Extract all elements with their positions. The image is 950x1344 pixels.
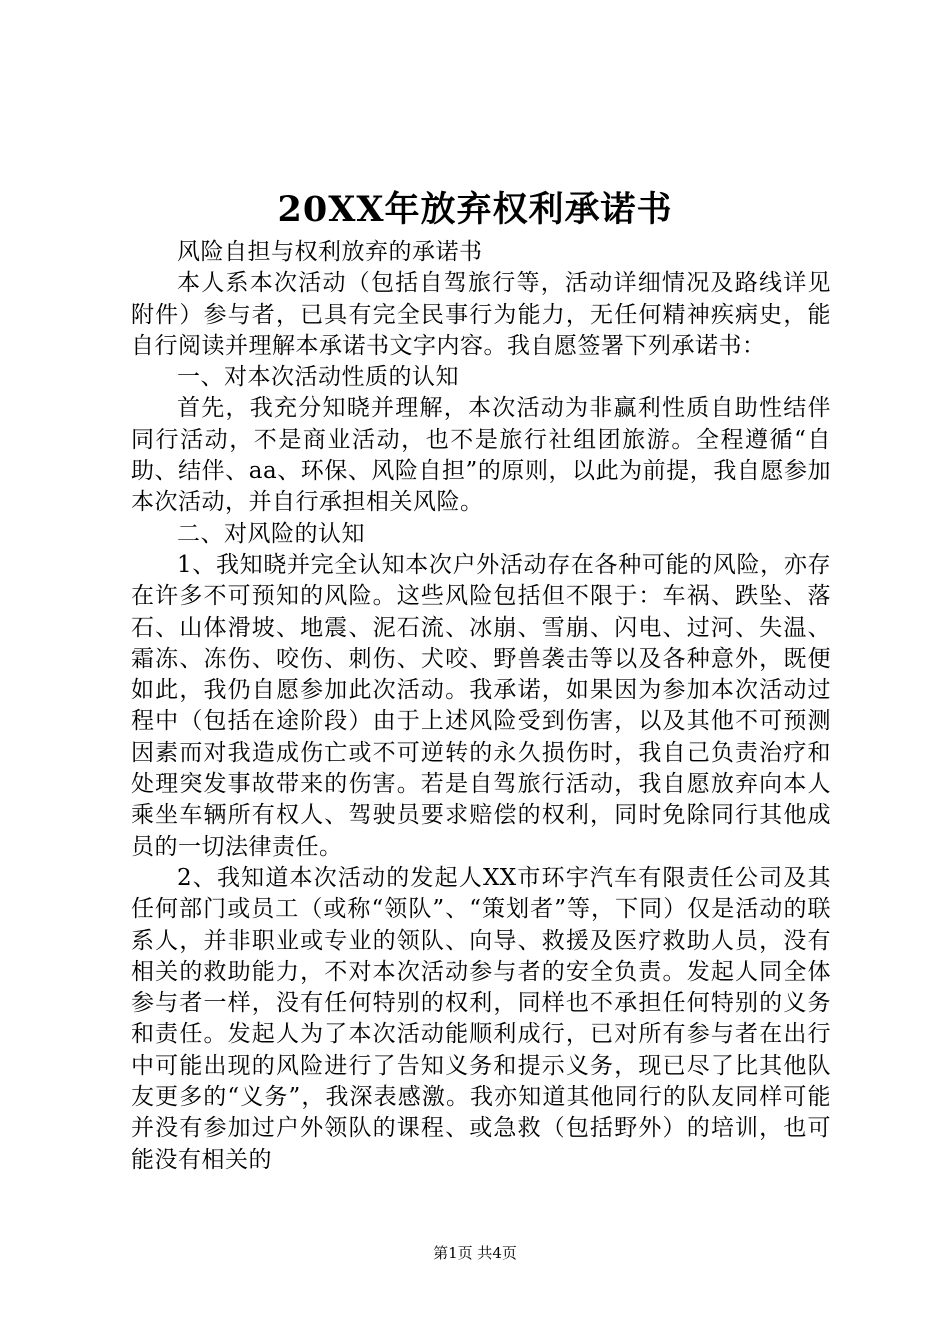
paragraph-risk-2: 2、我知道本次活动的发起人XX市环宇汽车有限责任公司及其任何部门或员工（或称“领队”、“策划者”等，下同）仅是活动的联系人，并非职业或专业的领队、向导、救援及医疗救助人员，没有相关的救助能力，不对本次活动参与者的安全负责。发起人同全体参与者一样，没有任何特别的权利，同样也不承担任何特别的义务和责任。发起人为了本次活动能顺利成行，已对所有参与者在出行中可能出现的风险进行了告知义务和提示义务，现已尽了比其他队友更多的“义务”，我深表感激。我亦知道其他同行的队友同样可能并没有参加过户外领队的课程、或急救（包括野外）的培训，也可能没有相关的 <box>131 864 831 1173</box>
page-footer: 第1页 共4页 <box>433 1244 517 1262</box>
document-title: 20XX年放弃权利承诺书 <box>277 189 673 230</box>
section-heading-nature: 一、对本次活动性质的认知 <box>177 364 459 391</box>
paragraph-nature: 首先，我充分知晓并理解，本次活动为非赢利性质自助性结伴同行活动，不是商业活动，也不是旅行社组团旅游。全程遵循“自助、结伴、aa、环保、风险自担”的原则，以此为前提，我自愿参加本次活动，并自行承担相关风险。 <box>131 395 831 516</box>
paragraph-risk-1: 1、我知晓并完全认知本次户外活动存在各种可能的风险，亦存在许多不可预知的风险。这些风险包括但不限于：车祸、跌坠、落石、山体滑坡、地震、泥石流、冰崩、雪崩、闪电、过河、失温、霜冻、冻伤、咬伤、刺伤、犬咬、野兽袭击等以及各种意外，既便如此，我仍自愿参加此次活动。我承诺，如果因为参加本次活动过程中（包括在途阶段）由于上述风险受到伤害，以及其他不可预测因素而对我造成伤亡或不可逆转的永久损伤时，我自己负责治疗和处理突发事故带来的伤害。若是自驾旅行活动，我自愿放弃向本人乘坐车辆所有权人、驾驶员要求赔偿的权利，同时免除同行其他成员的一切法律责任。 <box>131 551 831 860</box>
paragraph-intro: 本人系本次活动（包括自驾旅行等，活动详细情况及路线详见附件）参与者，已具有完全民事行为能力，无任何精神疾病史，能自行阅读并理解本承诺书文字内容。我自愿签署下列承诺书： <box>131 270 831 359</box>
document-body <box>131 237 831 1176</box>
paragraph-subtitle: 风险自担与权利放弃的承诺书 <box>177 239 483 265</box>
section-heading-risk: 二、对风险的认知 <box>177 520 365 547</box>
